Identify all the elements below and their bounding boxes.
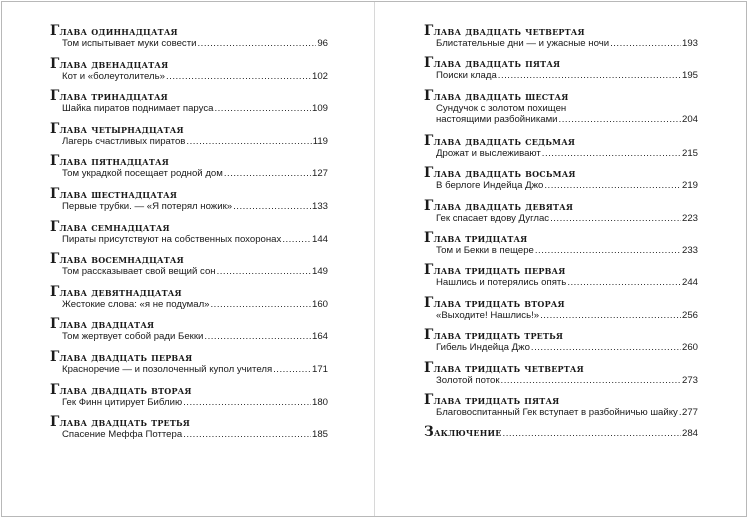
toc-entry	[424, 57, 698, 89]
dot-leader	[282, 234, 311, 246]
chapter-title: Гек Финн цитирует Библию	[62, 396, 183, 408]
chapter-heading: Глава шестнадцатая	[50, 185, 178, 202]
chapter-title: Том и Бекки в пещере	[436, 244, 534, 256]
toc-entry	[50, 55, 328, 91]
page-number: 109	[311, 103, 328, 115]
dot-leader	[679, 407, 681, 419]
dot-leader	[214, 103, 311, 115]
toc-entry	[50, 155, 328, 188]
conclusion-line	[424, 426, 698, 439]
dot-leader	[550, 213, 681, 225]
dot-leader	[531, 342, 681, 354]
chapter-line	[424, 180, 698, 192]
page-number: 144	[311, 233, 328, 245]
chapter-line	[424, 407, 698, 419]
dot-leader	[540, 310, 681, 322]
chapter-line	[424, 70, 698, 82]
chapter-title: настоящими разбойниками	[436, 114, 558, 126]
chapter-title: Гибель Индейца Джо	[436, 342, 530, 354]
chapter-line	[50, 103, 328, 115]
book-gutter	[374, 2, 375, 516]
page-number: 277	[681, 406, 698, 418]
page-number: 256	[681, 309, 698, 321]
dot-leader	[498, 70, 681, 82]
chapter-heading: Глава тридцать четвертая	[424, 359, 584, 376]
dot-leader	[186, 136, 311, 148]
page-number: 215	[681, 147, 698, 159]
page-number: 133	[311, 200, 328, 212]
page-number: 284	[681, 428, 698, 440]
page-number: 260	[681, 342, 698, 354]
chapter-title: Гек спасает вдову Дуглас	[436, 212, 550, 224]
page-number: 102	[311, 70, 328, 82]
chapter-line	[50, 429, 328, 441]
dot-leader	[610, 38, 681, 50]
chapter-heading: Глава двадцать восьмая	[424, 165, 576, 182]
toc-entry	[424, 229, 698, 264]
chapter-title: Спасение Меффа Поттера	[62, 429, 183, 441]
page-number: 149	[311, 266, 328, 278]
chapter-title: Благовоспитанный Гек вступает в разбойничью шайку	[436, 406, 678, 418]
chapter-line	[50, 38, 328, 50]
chapter-line	[50, 201, 328, 213]
conclusion-heading: Заключение	[424, 424, 502, 441]
dot-leader	[224, 168, 311, 180]
toc-right-column	[424, 25, 698, 459]
dot-leader	[503, 428, 681, 439]
chapter-line	[50, 299, 328, 311]
toc-entry	[50, 218, 328, 254]
chapter-line	[424, 277, 698, 289]
chapter-heading: Глава четырнадцатая	[50, 120, 184, 137]
page-number: 119	[312, 135, 328, 147]
toc-entry	[424, 391, 698, 426]
toc-entry	[424, 167, 698, 199]
page-number: 164	[311, 331, 328, 343]
toc-entry	[50, 90, 328, 123]
toc-entry	[424, 87, 698, 135]
chapter-heading: Глава двадцать первая	[50, 348, 193, 365]
dot-leader	[183, 429, 311, 441]
toc-entry	[424, 132, 698, 167]
chapter-heading: Глава двадцать третья	[50, 414, 191, 431]
dot-leader	[166, 71, 311, 83]
toc-entry	[424, 25, 698, 57]
dot-leader	[204, 331, 311, 343]
chapter-line	[50, 168, 328, 180]
chapter-heading: Глава тринадцатая	[50, 88, 168, 105]
chapter-heading: Глава двадцать седьмая	[424, 132, 576, 149]
page-number: 180	[311, 396, 328, 408]
page-number: 244	[681, 277, 698, 289]
chapter-title: «Выходите! Нашлись!»	[436, 309, 540, 321]
chapter-title: Первые трубки. — «Я потерял ножик»	[62, 200, 233, 212]
dot-leader	[211, 299, 311, 311]
chapter-line	[424, 213, 698, 225]
chapter-line	[50, 266, 328, 278]
page-number: 185	[311, 429, 328, 441]
toc-entry	[424, 426, 698, 458]
chapter-title: Блистательные дни — и ужасные ночи	[436, 38, 610, 49]
toc-entry	[424, 294, 698, 329]
chapter-title: Поиски клада	[436, 70, 497, 82]
chapter-line	[50, 364, 328, 376]
page-number: 96	[317, 38, 328, 49]
page-number: 195	[681, 70, 698, 82]
page-number: 223	[681, 212, 698, 224]
chapter-title: В берлоге Индейца Джо	[436, 180, 544, 192]
chapter-title: Жестокие слова: «я не подумал»	[62, 298, 210, 310]
page-number: 160	[311, 298, 328, 310]
chapter-title: Дрожат и выслеживают	[436, 147, 541, 159]
toc-entry	[50, 283, 328, 319]
toc-entry	[424, 264, 698, 296]
chapter-heading: Глава двадцать вторая	[50, 381, 192, 398]
chapter-title: Лагерь счастливых пиратов	[62, 135, 186, 147]
chapter-title: Том испытывает муки совести	[62, 38, 197, 49]
chapter-heading: Глава двадцать шестая	[424, 87, 569, 104]
chapter-line	[50, 397, 328, 409]
chapter-heading: Глава семнадцатая	[50, 218, 170, 235]
page-number: 193	[681, 38, 698, 49]
toc-entry	[50, 381, 328, 417]
toc-entry	[50, 185, 328, 221]
chapter-title: Пираты присутствуют на собственных похоронах	[62, 233, 282, 245]
toc-entry	[50, 253, 328, 286]
chapter-title: Том рассказывает свой вещий сон	[62, 266, 216, 278]
page-number: 204	[681, 114, 698, 126]
dot-leader	[535, 245, 681, 257]
dot-leader	[273, 364, 311, 376]
page-number: 127	[311, 168, 328, 180]
toc-entry	[424, 197, 698, 232]
chapter-title: Том украдкой посещает родной дом	[62, 168, 223, 180]
chapter-heading: Глава тридцать пятая	[424, 391, 560, 408]
chapter-heading: Глава двадцать девятая	[424, 197, 574, 214]
chapter-heading: Глава пятнадцатая	[50, 153, 169, 170]
chapter-line	[424, 38, 698, 50]
chapter-heading: Глава двенадцатая	[50, 55, 169, 72]
chapter-heading: Глава восемнадцатая	[50, 251, 184, 268]
chapter-heading: Глава тридцать первая	[424, 262, 566, 279]
page-number: 171	[311, 363, 328, 375]
chapter-line	[424, 148, 698, 160]
chapter-heading: Глава тридцатая	[424, 229, 528, 246]
chapter-heading: Глава двадцатая	[50, 316, 155, 333]
dot-leader	[217, 266, 311, 278]
chapter-heading: Глава двадцать пятая	[424, 55, 561, 72]
toc-entry	[424, 359, 698, 394]
dot-leader	[197, 38, 316, 50]
dot-leader	[567, 277, 681, 289]
chapter-line	[424, 375, 698, 387]
chapter-heading: Глава одиннадцатая	[50, 23, 178, 39]
chapter-line	[424, 310, 698, 322]
toc-entry	[50, 25, 328, 58]
dot-leader	[559, 114, 681, 126]
dot-leader	[542, 148, 681, 160]
chapter-title: Кот и «болеутолитель»	[62, 70, 165, 82]
chapter-heading: Глава девятнадцатая	[50, 283, 182, 300]
page-number: 219	[681, 180, 698, 192]
chapter-line	[424, 114, 698, 126]
dot-leader	[233, 201, 311, 213]
chapter-title-line1: Сундучок с золотом похищен	[436, 102, 567, 114]
chapter-title: Шайка пиратов поднимает паруса	[62, 103, 214, 115]
chapter-heading: Глава тридцать вторая	[424, 294, 565, 311]
chapter-title: Том жертвует собой ради Бекки	[62, 331, 204, 343]
toc-entry	[50, 120, 328, 156]
toc-entry	[50, 416, 328, 449]
chapter-title: Нашлись и потерялись опять	[436, 277, 567, 289]
chapter-heading: Глава двадцать четвертая	[424, 23, 585, 39]
page-number: 273	[681, 374, 698, 386]
toc-entry	[424, 329, 698, 361]
dot-leader	[183, 397, 311, 409]
chapter-line	[50, 71, 328, 83]
chapter-line	[50, 136, 328, 148]
page-number: 233	[681, 244, 698, 256]
chapter-title: Красноречие — и позолоченный купол учителя	[62, 363, 273, 375]
chapter-line	[424, 245, 698, 257]
chapter-line	[424, 342, 698, 354]
toc-left-column	[50, 25, 328, 449]
dot-leader	[544, 180, 681, 192]
chapter-line	[50, 234, 328, 246]
chapter-title: Золотой поток	[436, 374, 500, 386]
chapter-heading: Глава тридцать третья	[424, 327, 564, 344]
toc-entry	[50, 348, 328, 384]
toc-entry	[50, 318, 328, 351]
dot-leader	[501, 375, 681, 387]
chapter-line	[50, 331, 328, 343]
